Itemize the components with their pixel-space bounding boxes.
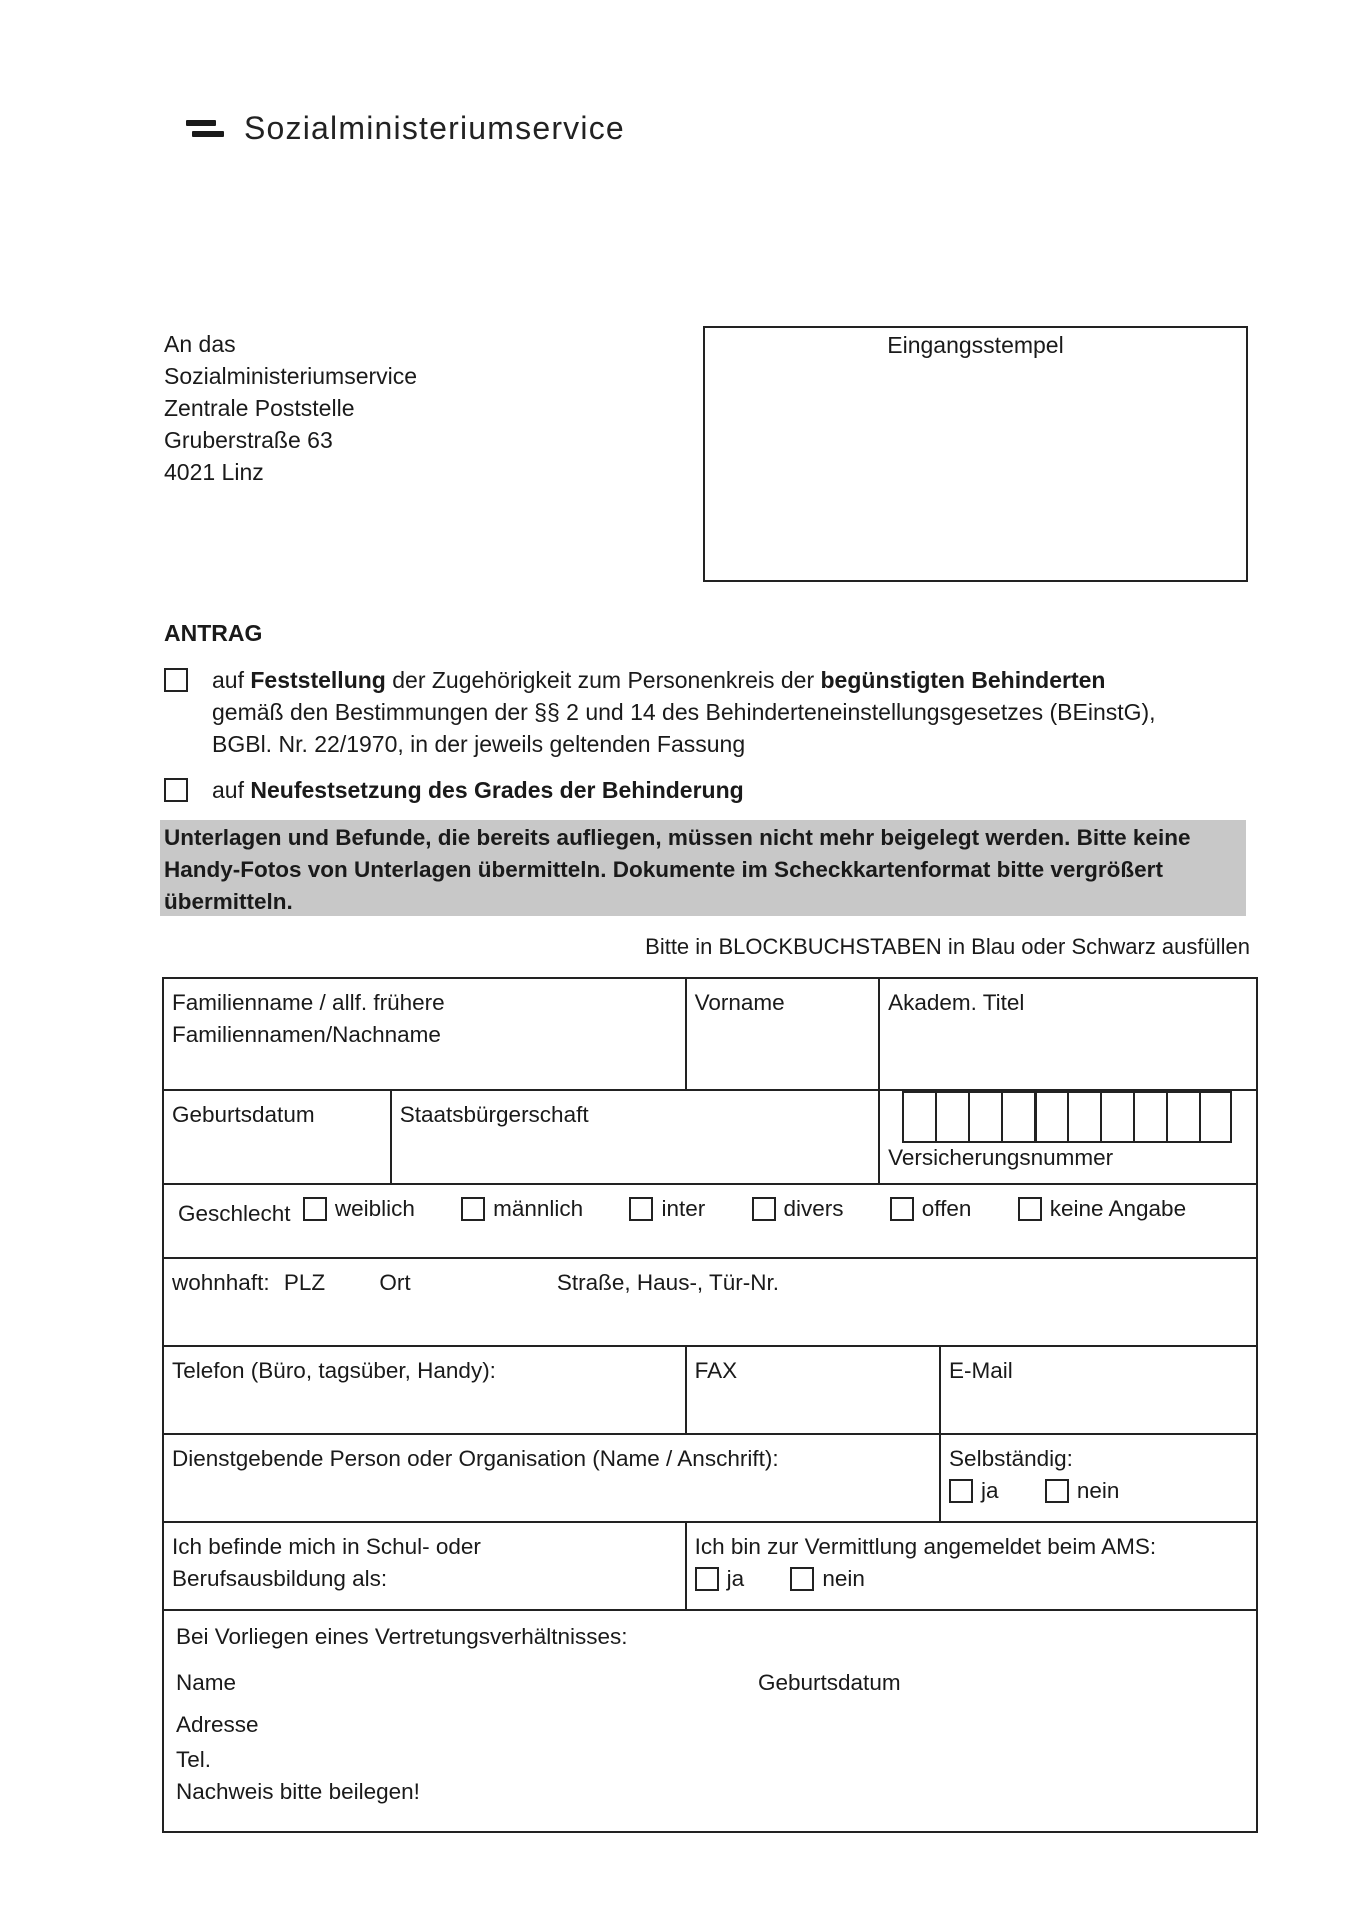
email-field[interactable]: E-Mail: [940, 1346, 1257, 1434]
gender-male-checkbox[interactable]: [461, 1197, 485, 1221]
address-line: An das: [164, 331, 236, 357]
birthdate-field[interactable]: Geburtsdatum: [163, 1090, 391, 1184]
application-title: ANTRAG: [164, 620, 263, 646]
phone-field[interactable]: Telefon (Büro, tagsüber, Handy):: [163, 1346, 686, 1434]
address-line: Zentrale Poststelle: [164, 395, 355, 421]
self-employed-yes-checkbox[interactable]: [949, 1479, 973, 1503]
citizenship-field[interactable]: Staatsbürgerschaft: [391, 1090, 879, 1184]
ams-no-checkbox[interactable]: [790, 1567, 814, 1591]
address-line: 4021 Linz: [164, 459, 264, 485]
employer-field[interactable]: Dienstgebende Person oder Organisation (Name / Anschrift):: [163, 1434, 940, 1522]
ssn-field[interactable]: Versicherungsnummer: [879, 1090, 1257, 1184]
gender-female-checkbox[interactable]: [303, 1197, 327, 1221]
ssn-digit-boxes[interactable]: [902, 1091, 1248, 1143]
gender-diverse-checkbox[interactable]: [752, 1197, 776, 1221]
gender-open-checkbox[interactable]: [890, 1197, 914, 1221]
notice-text: Unterlagen und Befunde, die bereits aufliegen, müssen nicht mehr beigelegt werden. Bitte keine Handy-Fotos von Unterlagen übermitteln. Dokumente im Scheckkartenformat bitte vergrößert übermitteln.: [164, 825, 1191, 914]
ams-cell: Ich bin zur Vermittlung angemeldet beim AMS: ja nein: [686, 1522, 1257, 1610]
ams-yes-checkbox[interactable]: [695, 1567, 719, 1591]
address-line: Sozialministeriumservice: [164, 363, 418, 389]
residence-field[interactable]: wohnhaft: PLZ Ort Straße, Haus-, Tür-Nr.: [163, 1258, 1257, 1346]
logo-icon: [186, 120, 224, 144]
logo-text: Sozialministeriumservice: [244, 110, 625, 146]
gender-row: Geschlecht weiblich männlich inter divers offen keine Angabe: [163, 1184, 1257, 1258]
firstname-field[interactable]: Vorname: [686, 978, 879, 1090]
representative-field[interactable]: Bei Vorliegen eines Vertretungsverhältnisses: Name Geburtsdatum Adresse Tel. Nachweis bitte beilegen!: [163, 1610, 1257, 1832]
option-determination: auf Feststellung der Zugehörigkeit zum Personenkreis der begünstigten Behinderten gemäß den Bestimmungen der §§ 2 und 14 des Behinderteneinstellungsgesetzes (BEinstG), BGBl. Nr. 22/1970, in der jeweils geltenden Fassung: [164, 664, 1156, 760]
gender-label: Geschlecht: [178, 1201, 291, 1226]
self-employed-cell: Selbständig: ja nein: [940, 1434, 1257, 1522]
gender-inter-checkbox[interactable]: [629, 1197, 653, 1221]
self-employed-no-checkbox[interactable]: [1045, 1479, 1069, 1503]
surname-field[interactable]: Familienname / allf. frühere Familiennamen/Nachname: [163, 978, 686, 1090]
gender-no-answer-checkbox[interactable]: [1018, 1197, 1042, 1221]
recipient-address: [164, 328, 417, 488]
applicant-form: [162, 977, 1258, 1833]
fax-field[interactable]: FAX: [686, 1346, 940, 1434]
academic-title-field[interactable]: Akadem. Titel: [879, 978, 1257, 1090]
receipt-stamp-box: [703, 326, 1248, 582]
fill-hint: Bitte in BLOCKBUCHSTABEN in Blau oder Schwarz ausfüllen: [645, 934, 1250, 959]
stamp-label: Eingangsstempel: [887, 332, 1064, 358]
address-line: Gruberstraße 63: [164, 427, 333, 453]
education-field[interactable]: Ich befinde mich in Schul- oder Berufsausbildung als:: [163, 1522, 686, 1610]
option-reassessment: auf Neufestsetzung des Grades der Behinderung: [164, 774, 744, 806]
reassessment-checkbox[interactable]: [164, 778, 188, 802]
determination-checkbox[interactable]: [164, 668, 188, 692]
